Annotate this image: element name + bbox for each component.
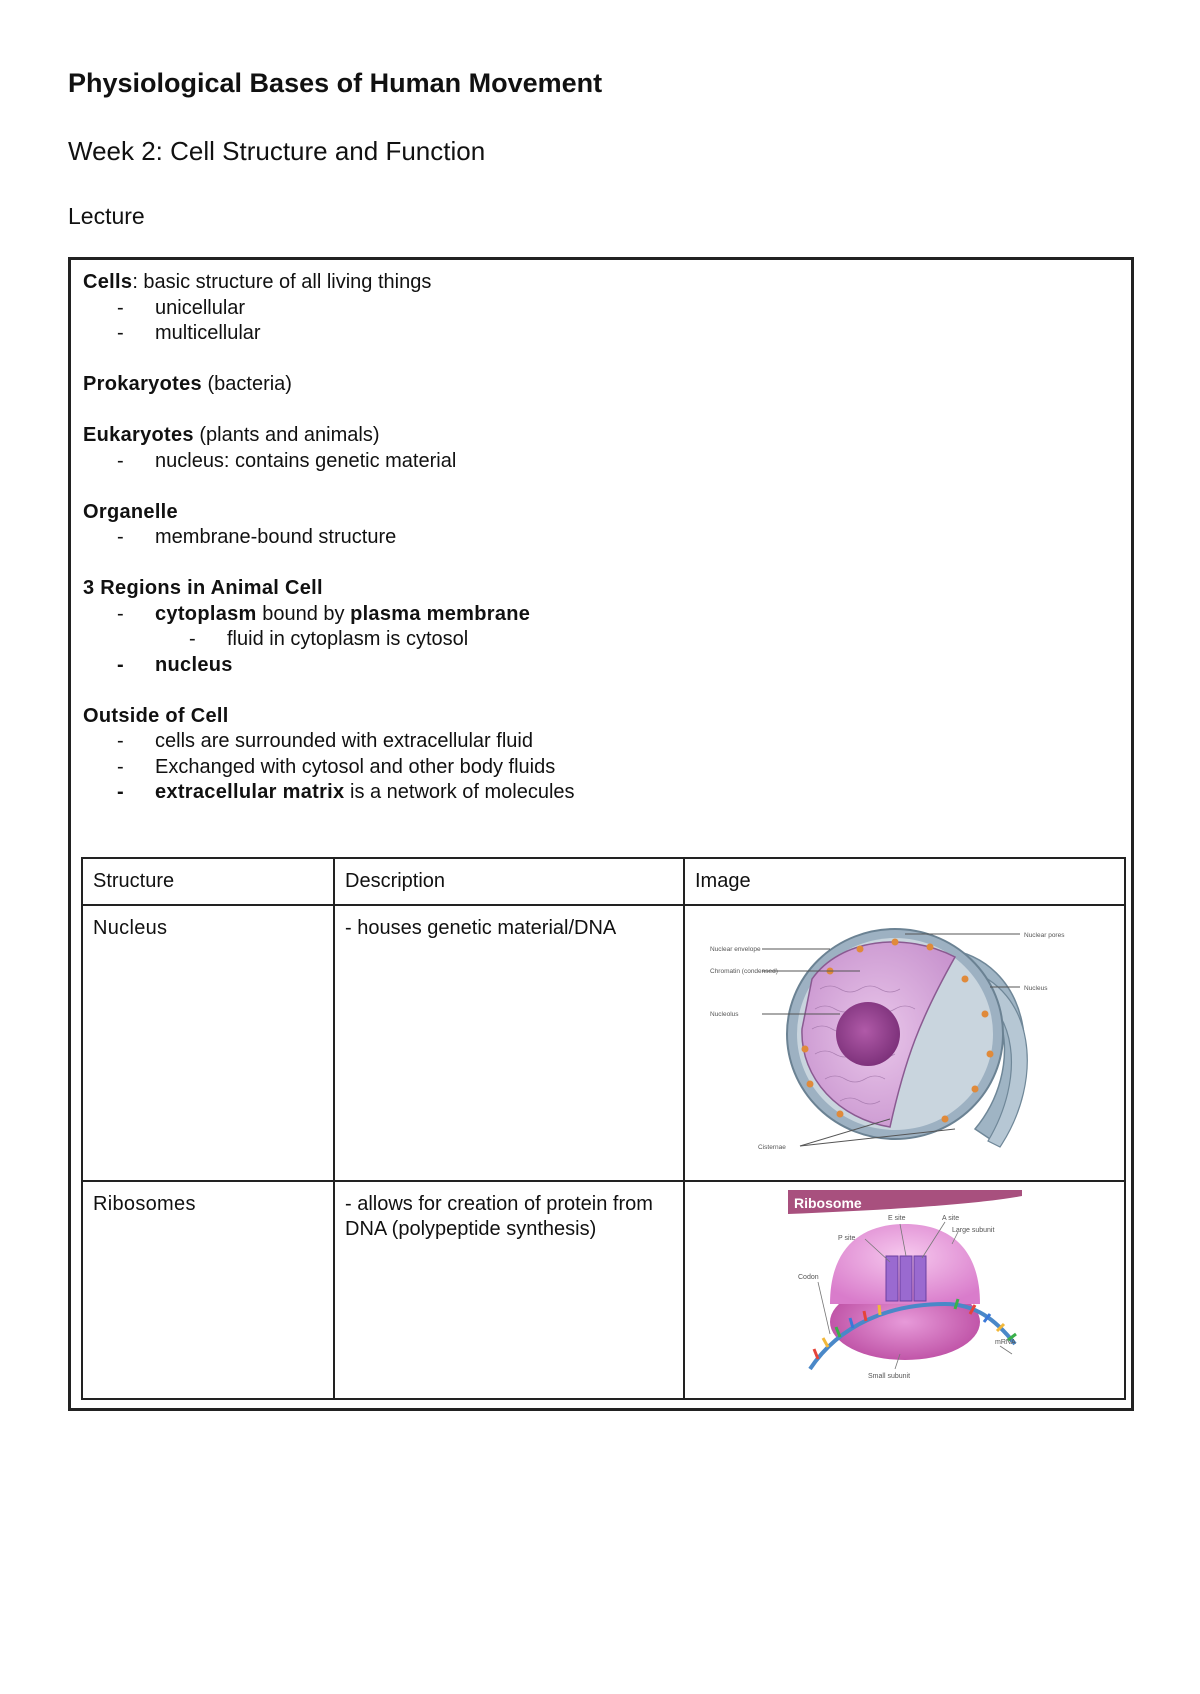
section-title: Lecture [68, 203, 145, 229]
list-item: - cytoplasm bound by plasma membrane [117, 602, 531, 625]
table-row [82, 1181, 1125, 1399]
eukaryotes-term: Eukaryotes [83, 424, 194, 446]
list-item: - membrane-bound structure [117, 526, 397, 548]
structure-name: Nucleus [82, 905, 334, 1181]
lecture-notes-box [68, 257, 1134, 1411]
header-description: Description [334, 858, 684, 905]
nucleus-label: Nucleolus [709, 1011, 739, 1019]
ribosome-label: Codon [797, 1273, 819, 1281]
structures-table [81, 857, 1126, 1400]
nucleus-label: Nuclear pores [1023, 932, 1064, 940]
prokaryotes-block [83, 372, 1113, 398]
nucleus-label: Cisternae [757, 1144, 786, 1152]
regions-term: 3 Regions in Animal Cell [83, 577, 323, 599]
list-item: - nucleus: contains genetic material [117, 449, 457, 472]
header-image: Image [684, 858, 1125, 905]
ribosome-label: Small subunit [867, 1372, 910, 1380]
organelle-term: Organelle [83, 500, 178, 523]
nucleus-diagram [690, 909, 1120, 1169]
list-item: - Exchanged with cytosol and other body fluids [117, 755, 556, 778]
image-cell [684, 905, 1125, 1181]
structure-description: - houses genetic material/DNA [334, 905, 684, 1181]
organelle-block [83, 500, 1113, 551]
ribosome-label: A site [941, 1214, 959, 1222]
page-title: Physiological Bases of Human Movement [68, 68, 603, 98]
list-item: - nucleus [117, 653, 233, 676]
ribosome-label: P site [837, 1234, 855, 1242]
header-structure: Structure [82, 858, 334, 905]
structure-description: - allows for creation of protein from DNA (polypeptide synthesis) [334, 1181, 684, 1399]
ribosome-banner-title: Ribosome [793, 1194, 862, 1211]
list-item: - cells are surrounded with extracellular fluid [117, 730, 533, 752]
structure-name: Ribosomes [82, 1181, 334, 1399]
week-title: Week 2: Cell Structure and Function [68, 136, 486, 166]
table-header-row [82, 858, 1125, 905]
ribosome-label: Large subunit [951, 1226, 994, 1234]
regions-block [83, 576, 1113, 678]
ribosome-label: E site [887, 1214, 906, 1222]
nucleus-label: Nucleus [1023, 985, 1047, 993]
prokaryotes-desc: (bacteria) [201, 373, 292, 395]
cells-term: Cells [83, 271, 133, 293]
prokaryotes-term: Prokaryotes [83, 373, 202, 395]
list-item: - unicellular [117, 296, 246, 319]
image-cell [684, 1181, 1125, 1399]
table-row [82, 905, 1125, 1181]
cells-desc: : basic structure of all living things [132, 271, 432, 293]
cells-block [83, 270, 1113, 347]
ribosome-diagram [690, 1184, 1120, 1389]
eukaryotes-desc: (plants and animals) [193, 424, 380, 446]
nucleus-label: Chromatin (condensed) [709, 968, 778, 976]
list-item: - extracellular matrix is a network of molecules [117, 781, 575, 803]
list-item: - fluid in cytoplasm is cytosol [189, 628, 469, 650]
nucleus-label: Nuclear envelope [709, 946, 761, 954]
eukaryotes-block [83, 423, 1113, 474]
outside-term: Outside of Cell [83, 704, 229, 727]
notes-list [83, 270, 1113, 831]
list-item: - multicellular [117, 322, 261, 344]
ribosome-label: mRNA [994, 1338, 1016, 1346]
outside-block [83, 704, 1113, 806]
